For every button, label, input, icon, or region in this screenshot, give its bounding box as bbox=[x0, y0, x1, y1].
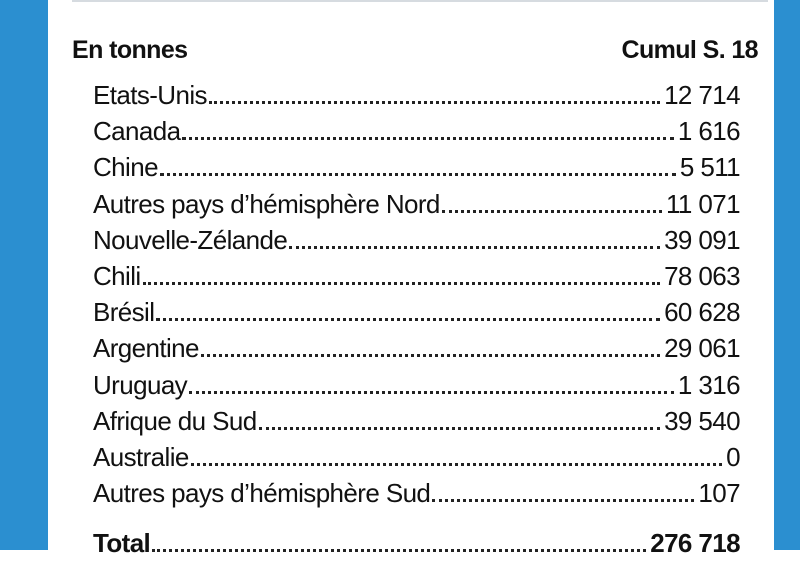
dot-leader bbox=[442, 210, 662, 213]
total-label: Total bbox=[93, 528, 151, 559]
right-blue-border bbox=[774, 0, 800, 550]
country-name: Australie bbox=[93, 441, 189, 472]
table-row bbox=[93, 442, 740, 478]
tonnage-value: 60 628 bbox=[664, 297, 740, 328]
country-name: Autres pays d’hémisphère Sud bbox=[93, 478, 431, 509]
tonnage-value: 12 714 bbox=[664, 80, 740, 110]
tonnage-value: 0 bbox=[726, 441, 740, 472]
total-value: 276 718 bbox=[650, 528, 740, 559]
country-name: Afrique du Sud bbox=[93, 405, 257, 436]
table-row bbox=[93, 333, 740, 369]
country-name: Chine bbox=[93, 152, 158, 183]
table-row bbox=[93, 225, 740, 261]
country-name: Argentine bbox=[93, 333, 199, 364]
table-rows bbox=[93, 80, 740, 564]
dot-leader bbox=[182, 137, 673, 140]
country-name: Autres pays d’hémisphère Nord bbox=[93, 188, 440, 219]
dot-leader bbox=[191, 463, 722, 466]
top-divider bbox=[72, 0, 768, 2]
tonnage-value: 1 616 bbox=[677, 116, 740, 147]
tonnage-value: 39 540 bbox=[664, 405, 740, 436]
country-name: Canada bbox=[93, 116, 181, 147]
table-row bbox=[93, 406, 740, 442]
dot-leader bbox=[189, 391, 674, 394]
table-row bbox=[93, 478, 740, 514]
dot-leader bbox=[156, 318, 660, 321]
dot-leader bbox=[209, 101, 660, 104]
country-name: Nouvelle-Zélande bbox=[93, 224, 288, 255]
country-name: Uruguay bbox=[93, 369, 188, 400]
tonnage-value: 78 063 bbox=[664, 260, 740, 291]
dot-leader bbox=[201, 354, 660, 357]
dot-leader bbox=[432, 499, 694, 502]
table-panel bbox=[48, 0, 774, 559]
table-row bbox=[93, 297, 740, 333]
column-header: Cumul S. 18 bbox=[621, 35, 758, 64]
country-name: Etats-Unis bbox=[93, 80, 207, 110]
dot-leader bbox=[289, 246, 660, 249]
dot-leader bbox=[160, 173, 676, 176]
tonnage-value: 107 bbox=[698, 478, 740, 509]
tonnage-value: 29 061 bbox=[664, 333, 740, 364]
dot-leader bbox=[143, 282, 660, 285]
left-blue-border bbox=[0, 0, 48, 550]
table-row bbox=[93, 80, 740, 116]
total-row bbox=[93, 528, 740, 564]
table-row bbox=[93, 152, 740, 188]
table-row bbox=[93, 370, 740, 406]
dot-leader bbox=[259, 427, 660, 430]
country-name: Brésil bbox=[93, 297, 155, 328]
table-row bbox=[93, 189, 740, 225]
unit-label: En tonnes bbox=[72, 35, 188, 64]
tonnage-value: 11 071 bbox=[666, 188, 740, 219]
tonnage-value: 5 511 bbox=[679, 152, 740, 183]
tonnage-value: 39 091 bbox=[664, 224, 740, 255]
tonnage-value: 1 316 bbox=[677, 369, 740, 400]
table-header bbox=[72, 30, 758, 70]
table-row bbox=[93, 116, 740, 152]
table-row bbox=[93, 261, 740, 297]
country-name: Chili bbox=[93, 260, 141, 291]
